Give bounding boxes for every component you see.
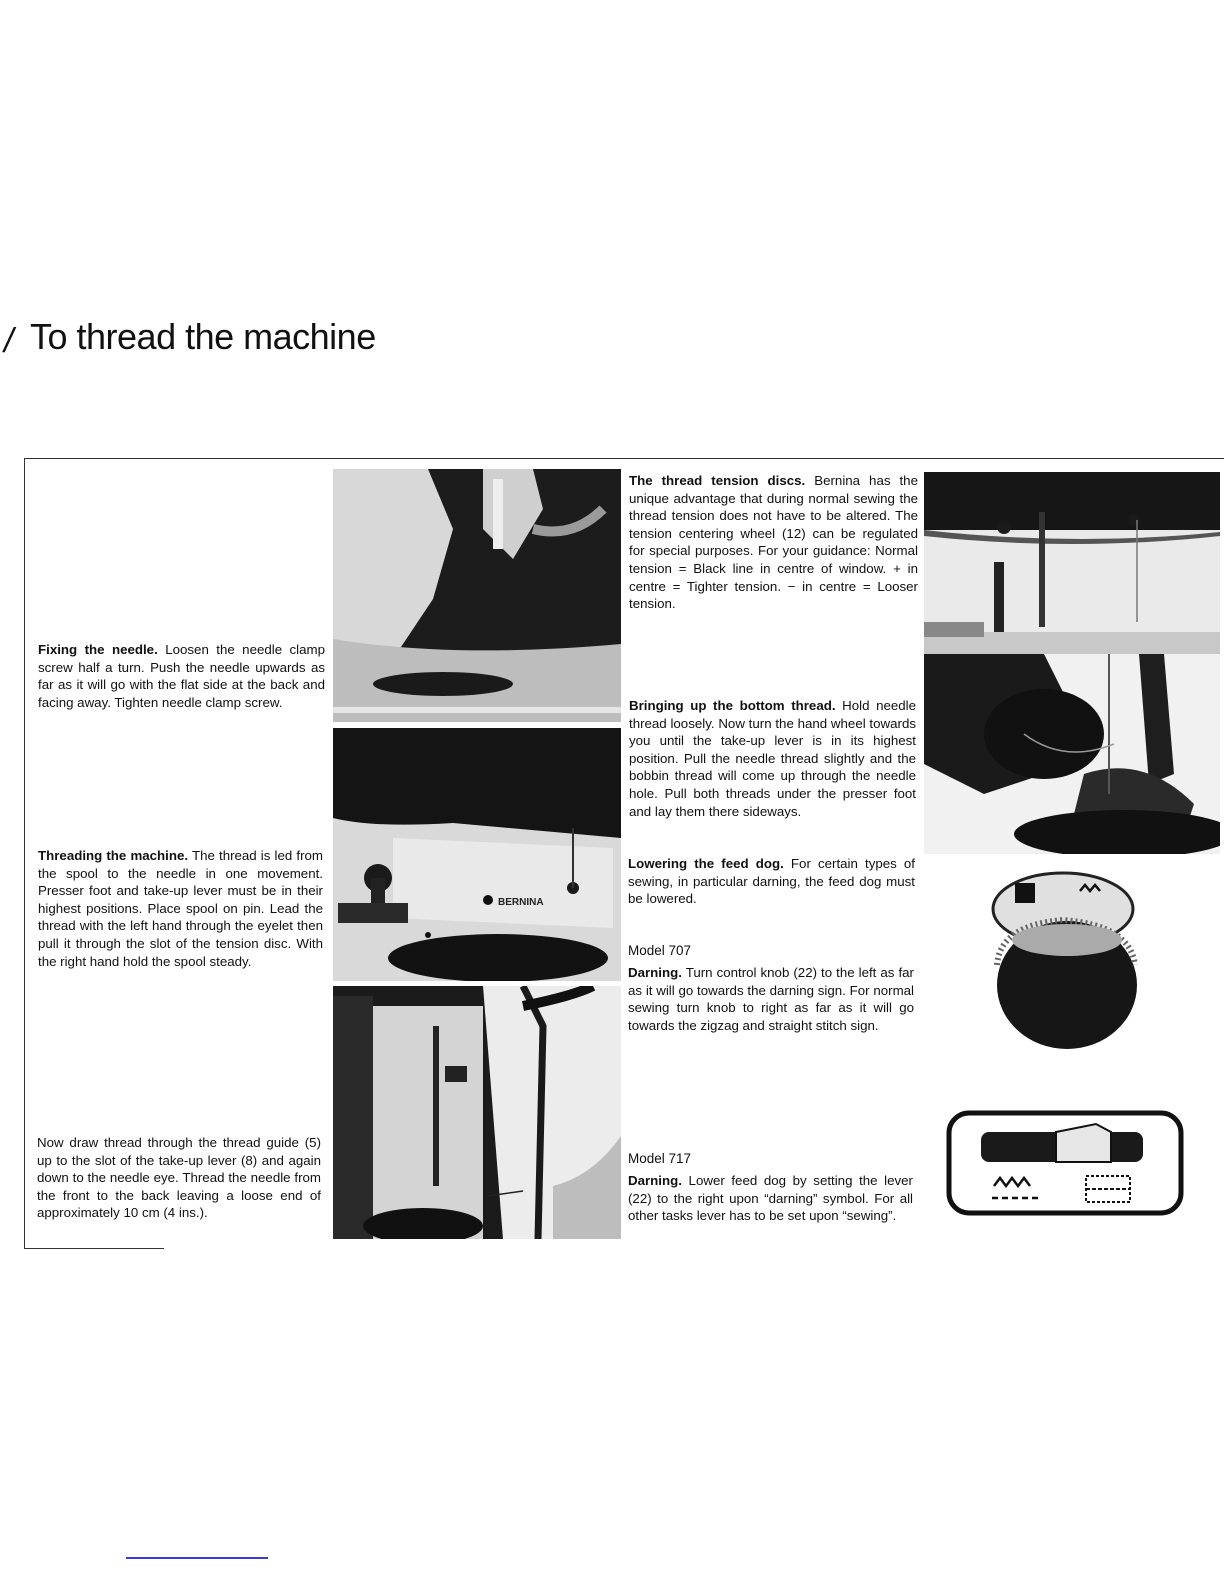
frame-rule-top	[24, 458, 1224, 459]
section-model-707	[628, 964, 914, 1034]
page-title: To thread the machine	[30, 316, 376, 357]
section-body: Bernina has the unique advantage that during normal sewing the thread tension does not have to be altered. The tension centering wheel (12) can be regulated for special purposes. For your guidance: Normal tension = Black line in centre of window. + in centre = Tighter tension. − in centre = Looser tension.	[629, 473, 918, 612]
section-tension-discs	[629, 472, 918, 613]
model-717-label: Model 717	[628, 1151, 692, 1166]
section-heading: Fixing the needle.	[38, 642, 158, 657]
footer-accent-line	[126, 1557, 268, 1559]
photo-needle-clamp	[333, 469, 621, 722]
section-heading: Darning.	[628, 1173, 682, 1188]
section-body: Lower feed dog by setting the lever (22) to the right upon “darning” symbol. For all other tasks lever has to be set upon “sewing”.	[628, 1173, 913, 1224]
section-fixing-needle	[38, 641, 325, 711]
section-heading: Darning.	[628, 965, 682, 980]
photo-control-knob	[985, 865, 1145, 1055]
frame-rule-bottom	[24, 1248, 164, 1249]
model-707-label: Model 707	[628, 943, 692, 958]
margin-mark: /	[4, 322, 14, 360]
section-heading: The thread tension discs.	[629, 473, 806, 488]
section-body: Turn control knob (22) to the left as far as it will go towards the darning sign. For normal sewing turn knob to right as far as it will go towards the zigzag and straight stitch sign.	[628, 965, 914, 1033]
photo-needle-threading	[333, 986, 621, 1239]
section-draw-thread	[37, 1134, 321, 1222]
photo-feed-dog-lever	[946, 1110, 1184, 1216]
photo-tension-discs	[924, 472, 1220, 654]
section-body: The thread is led from the spool to the needle in one movement. Presser foot and take-up lever must be in their highest positions. Place spool on pin. Lead the thread with the left hand through the eyelet then pull it through the slot of the tension disc. With the right hand hold the spool steady.	[38, 848, 323, 969]
frame-rule-left	[24, 458, 25, 1248]
section-bottom-thread	[629, 697, 916, 820]
section-body: For certain types of sewing, in particular darning, the feed dog must be lowered.	[628, 856, 915, 907]
brand-label: BERNINA	[498, 897, 544, 908]
section-body: Now draw thread through the thread guide (5) up to the slot of the take-up lever (8) and again down to the needle eye. Thread the needle from the front to the back leaving a loose end of approximately 10 cm (4 ins.).	[37, 1135, 321, 1221]
section-heading: Lowering the feed dog.	[628, 856, 784, 871]
section-feed-dog	[628, 855, 915, 908]
photo-presser-foot	[924, 654, 1220, 854]
section-threading-machine	[38, 847, 323, 970]
section-model-717	[628, 1172, 913, 1225]
photo-machine-threading	[333, 728, 621, 981]
section-body: Loosen the needle clamp screw half a turn. Push the needle upwards as far as it will go with the flat side at the back and facing away. Tighten needle clamp screw.	[38, 642, 326, 710]
section-heading: Threading the machine.	[38, 848, 189, 863]
section-heading: Bringing up the bottom thread.	[629, 698, 836, 713]
section-body: Hold needle thread loosely. Now turn the hand wheel towards you until the take-up lever is in its highest position. Pull the needle thread slightly and the bobbin thread will come up through the needle hole. Pull both threads under the presser foot and lay them there sideways.	[629, 698, 916, 819]
